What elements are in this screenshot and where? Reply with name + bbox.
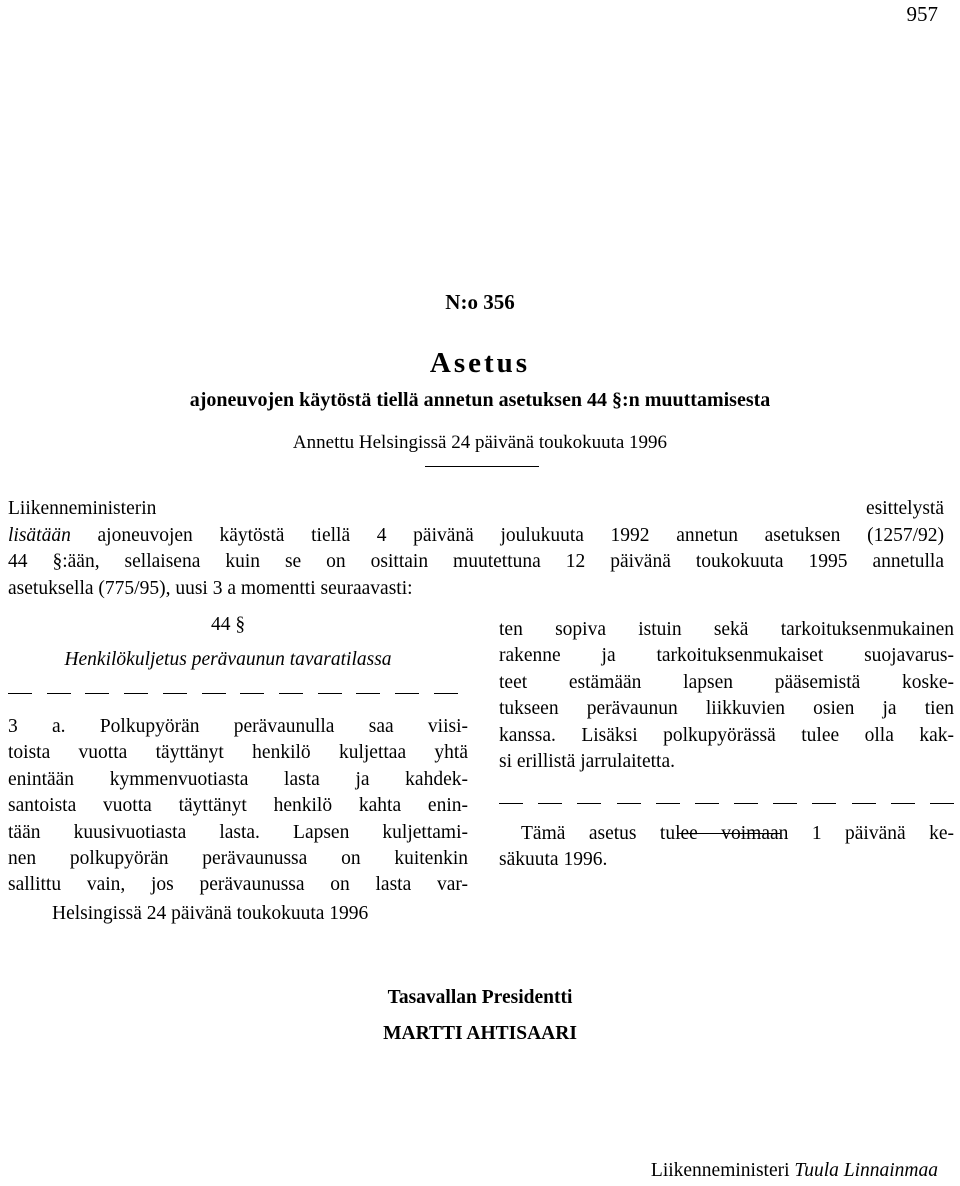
presented-by: Liikenneministerin esittelystä — [8, 498, 944, 519]
text-line: teet estämään lapsen pääsemistä koske- — [499, 671, 954, 693]
text-line: rakenne ja tarkoituksenmukaiset suojavarus- — [499, 645, 954, 667]
page-number: 957 — [906, 2, 938, 26]
document-subtitle: ajoneuvojen käytöstä tiellä annetun asetuksen 44 §:n muuttamisesta — [189, 389, 771, 411]
entry-into-force — [499, 821, 954, 874]
intro-line-1-text: ajoneuvojen käytöstä tiellä 4 päivänä joulukuuta 1992 annetun asetuksen (1257/92) — [70, 524, 944, 546]
text-line: tään kuusivuotiasta lasta. Lapsen kuljettami- — [8, 821, 468, 843]
text-line: nen polkupyörän perävaunussa on kuitenkin — [8, 848, 468, 870]
minister-signature — [651, 1160, 938, 1182]
text-line: Tämä asetus tulee voimaan 1 päivänä ke- — [521, 823, 954, 844]
president-name: MARTTI AHTISAARI — [383, 1023, 577, 1044]
document-number: N:o 356 — [445, 290, 515, 314]
text-line: tukseen perävaunun liikkuvien osien ja tien — [499, 698, 954, 720]
minister-title: Liikenneministeri — [650, 1160, 790, 1181]
intro-keyword: lisätään — [8, 524, 71, 546]
text-line: säkuuta 1996. — [499, 849, 608, 871]
intro-line-1 — [8, 523, 944, 550]
right-column-text — [499, 617, 954, 775]
section-title: Henkilökuljetus perävaunun tavaratilassa — [64, 649, 392, 670]
text-line: 3 a. Polkupyörän perävaunulla saa viisi- — [8, 716, 468, 737]
text-line: enintään kymmenvuotiasta lasta ja kahdek- — [8, 768, 468, 790]
intro-line-2: 44 §:ään, sellaisena kuin se on osittain muutettuna 12 päivänä toukokuuta 1995 annetulla — [8, 551, 944, 572]
left-column-text — [8, 714, 468, 899]
text-line: ten sopiva istuin sekä tarkoituksenmukainen — [499, 619, 954, 640]
minister-name: Tuula Linnainmaa — [794, 1160, 938, 1181]
text-line: kanssa. Lisäksi polkupyörässä tulee olla kak- — [499, 724, 954, 746]
omission-dashes-left — [8, 681, 458, 694]
president-title: Tasavallan Presidentti — [387, 987, 573, 1008]
omission-dashes-right — [499, 791, 954, 804]
text-line: si erillistä jarrulaitetta. — [499, 751, 675, 773]
place-and-date: Helsingissä 24 päivänä toukokuuta 1996 — [52, 903, 369, 924]
text-line: sallittu vain, jos perävaunussa on lasta var- — [8, 874, 468, 896]
given-date-line: Annettu Helsingissä 24 päivänä toukokuuta 1996 — [292, 432, 668, 453]
section-number: 44 § — [210, 614, 246, 635]
intro-line-3: asetuksella (775/95), uusi 3 a momentti seuraavasti: — [8, 577, 413, 599]
text-line: santoista vuotta täyttänyt henkilö kahta enin- — [8, 795, 468, 817]
text-line: toista vuotta täyttänyt henkilö kuljettaa yhtä — [8, 742, 468, 764]
divider-rule — [425, 466, 539, 467]
document-type-title: Asetus — [429, 347, 531, 379]
introduction-paragraph — [8, 496, 944, 602]
